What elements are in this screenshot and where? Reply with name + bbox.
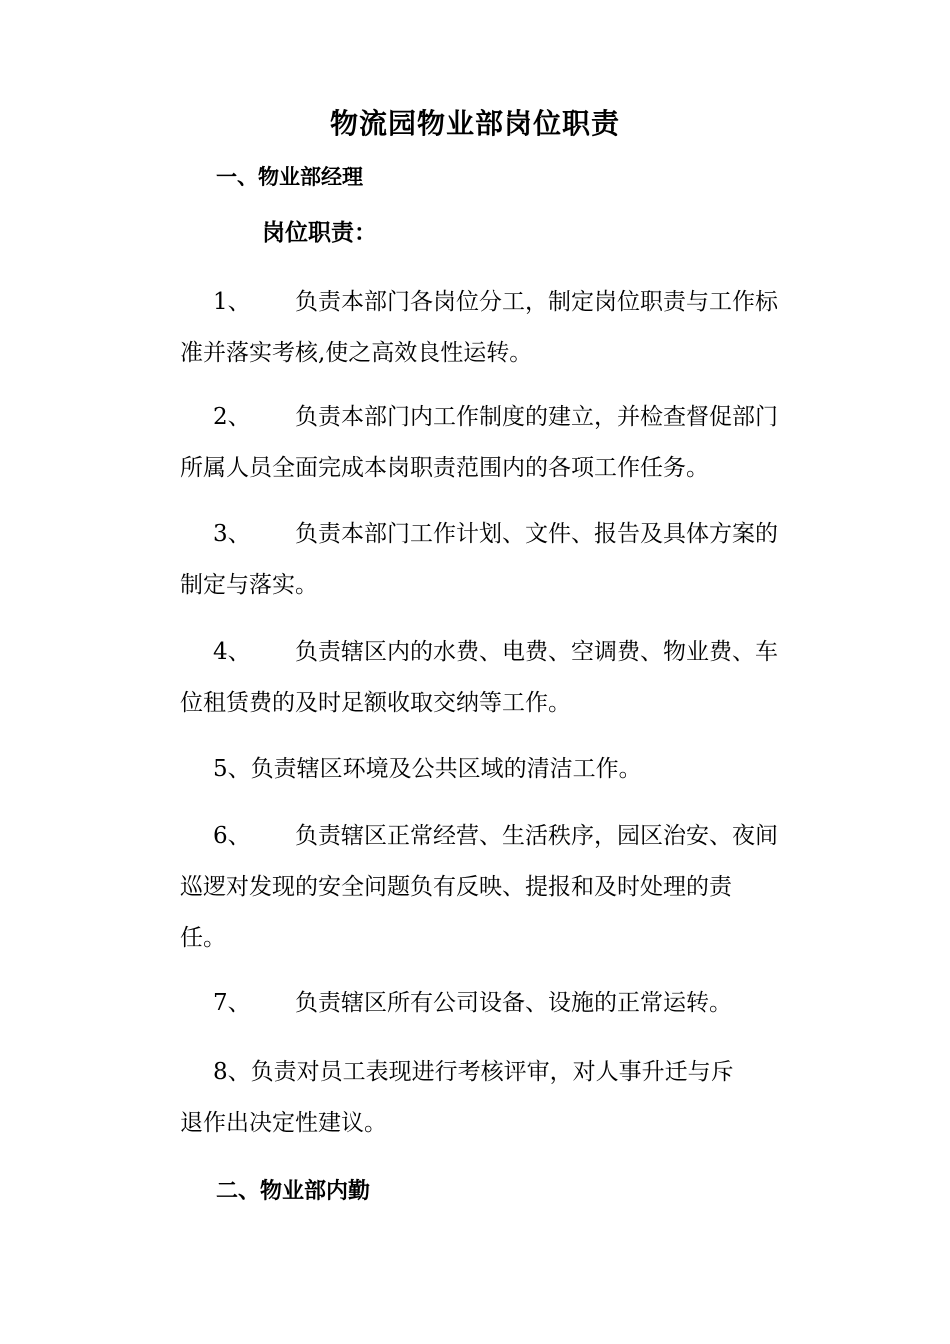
duty-item-1 (180, 277, 780, 379)
item-text-line: 制定与落实。 (180, 572, 318, 598)
duty-item-2 (180, 392, 780, 494)
item-number: 7、 (213, 990, 251, 1016)
item-number: 6、 (213, 823, 251, 849)
item-number: 2、 (213, 404, 251, 430)
item-number: 8、 (213, 1059, 251, 1085)
item-text-line: 负责本部门内工作制度的建立，并检查督促部门 (295, 404, 778, 430)
item-text-line: 任。 (180, 925, 226, 951)
document-title: 物流园物业部岗位职责 (329, 107, 620, 140)
item-text-line: 退作出决定性建议。 (180, 1110, 387, 1136)
item-text-line: 负责辖区正常经营、生活秩序，园区治安、夜间 (295, 823, 778, 849)
duty-item-8 (180, 1047, 780, 1149)
item-text-line: 所属人员全面完成本岗职责范围内的各项工作任务。 (180, 455, 709, 481)
item-text-line: 负责本部门工作计划、文件、报告及具体方案的 (295, 521, 778, 547)
section-heading-office-staff: 二、物业部内勤 (216, 1178, 371, 1204)
item-text-line: 位租赁费的及时足额收取交纳等工作。 (180, 690, 571, 716)
duty-item-7 (180, 978, 780, 1029)
duty-item-6 (180, 811, 780, 964)
item-text-line: 负责辖区内的水费、电费、空调费、物业费、车 (295, 639, 778, 665)
item-text-line: 巡逻对发现的安全问题负有反映、提报和及时处理的责 (180, 874, 732, 900)
duty-item-5 (180, 744, 780, 795)
item-number: 4、 (213, 639, 251, 665)
item-number: 3、 (213, 521, 251, 547)
duty-item-3 (180, 509, 780, 611)
item-text-line: 负责辖区环境及公共区域的清洁工作。 (250, 756, 642, 782)
duty-item-4 (180, 627, 780, 729)
item-number: 5、 (213, 756, 251, 782)
subheading-duties: 岗位职责： (262, 219, 377, 246)
item-text-line: 负责本部门各岗位分工，制定岗位职责与工作标 (295, 289, 778, 315)
item-text-line: 负责辖区所有公司设备、设施的正常运转。 (295, 990, 732, 1016)
item-text-line: 负责对员工表现进行考核评审，对人事升迁与斥 (250, 1059, 734, 1085)
item-text-line: 准并落实考核,使之高效良性运转。 (180, 340, 533, 366)
section-heading-manager: 一、物业部经理 (216, 164, 363, 189)
item-number: 1、 (213, 289, 251, 315)
